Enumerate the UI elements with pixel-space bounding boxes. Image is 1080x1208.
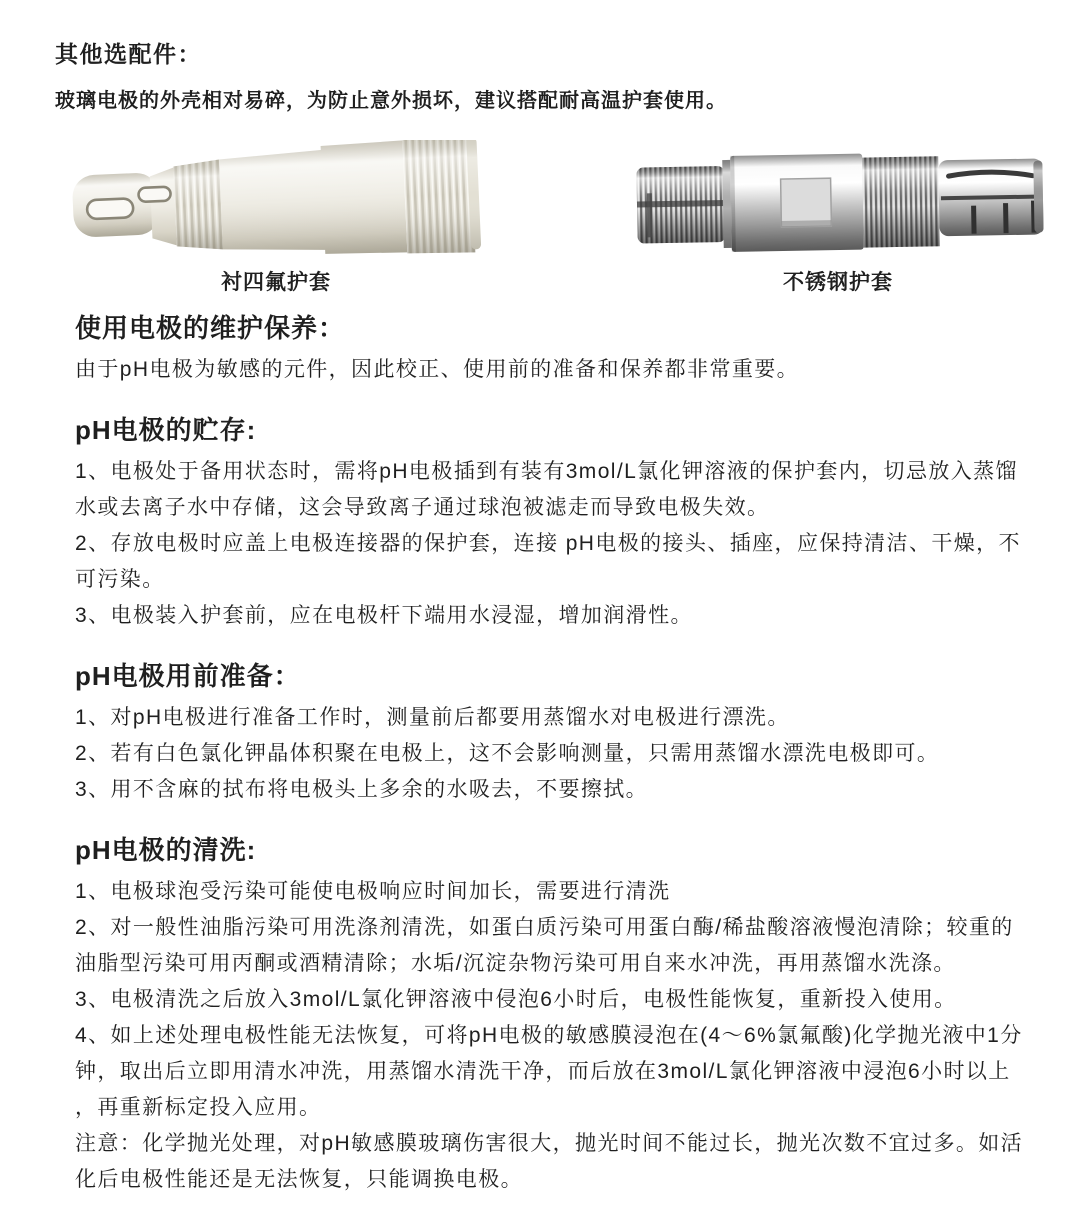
steel-sleeve-image [634,146,1048,258]
steel-sleeve-caption: 不锈钢护套 [783,271,893,294]
cleaning-item-1: 1、电极球泡受污染可能使电极响应时间加长，需要进行清洗 [75,880,671,903]
preparation-item-1: 1、对pH电极进行准备工作时，测量前后都要用蒸馏水对电极进行漂洗。 [75,706,790,729]
section-preparation-heading: pH电极用前准备： [75,661,301,691]
page-title: 其他选配件： [55,41,202,67]
storage-item-2: 2、存放电极时应盖上电极连接器的保护套，连接 pH电极的接头、插座，应保持清洁、干燥，不可污染。 [75,532,1021,591]
cleaning-item-3: 3、电极清洗之后放入3mol/L氯化钾溶液中侵泡6小时后，电极性能恢复，重新投入使用。 [75,988,957,1011]
storage-item-1: 1、电极处于备用状态时，需将pH电极插到有装有3mol/L氯化钾溶液的保护套内，切忌放入蒸馏水或去离子水中存储，这会导致离子通过球泡被滤走而导致电极失效。 [75,460,1018,519]
ptfe-sleeve-image [70,140,482,264]
cleaning-item-4: 4、如上述处理电极性能无法恢复，可将pH电极的敏感膜浸泡在(4～6%氯氟酸)化学抛光液中1分钟，取出后立即用清水冲洗，用蒸馏水清洗干净，而后放在3mol/L氯化钾溶液中浸泡6小时以上，再重新标定投入应用。 [75,1024,1023,1119]
section-maintenance-heading: 使用电极的维护保养： [75,313,346,343]
steel-sleeve-graphic [634,146,1048,258]
storage-item-3: 3、电极装入护套前，应在电极杆下端用水浸湿，增加润滑性。 [75,604,693,627]
ptfe-sleeve-graphic [70,140,482,264]
section-cleaning [75,834,1027,1198]
section-preparation [75,660,1027,808]
section-maintenance-paragraph: 由于pH电极为敏感的元件，因此校正、使用前的准备和保养都非常重要。 [75,358,800,381]
maintenance-content [75,312,1027,1198]
ptfe-sleeve-caption: 衬四氟护套 [221,271,331,294]
section-maintenance [75,312,1027,388]
section-cleaning-heading: pH电极的清洗: [75,835,257,865]
preparation-item-2: 2、若有白色氯化钾晶体积聚在电极上，这不会影响测量，只需用蒸馏水漂洗电极即可。 [75,742,940,765]
section-storage-heading: pH电极的贮存: [75,415,257,445]
cleaning-item-2: 2、对一般性油脂污染可用洗涤剂清洗，如蛋白质污染可用蛋白酶/稀盐酸溶液慢泡清除；较重的油脂型污染可用丙酮或酒精清除；水垢/沉淀杂物污染可用自来水冲洗，再用蒸馏水洗涤。 [75,916,1014,975]
cleaning-note: 注意：化学抛光处理，对pH敏感膜玻璃伤害很大，抛光时间不能过长，抛光次数不宜过多。如活化后电极性能还是无法恢复，只能调换电极。 [75,1132,1024,1191]
section-storage [75,414,1027,634]
intro-text: 玻璃电极的外壳相对易碎，为防止意外损坏，建议搭配耐高温护套使用。 [55,90,727,112]
preparation-item-3: 3、用不含麻的拭布将电极头上多余的水吸去，不要擦拭。 [75,778,649,801]
